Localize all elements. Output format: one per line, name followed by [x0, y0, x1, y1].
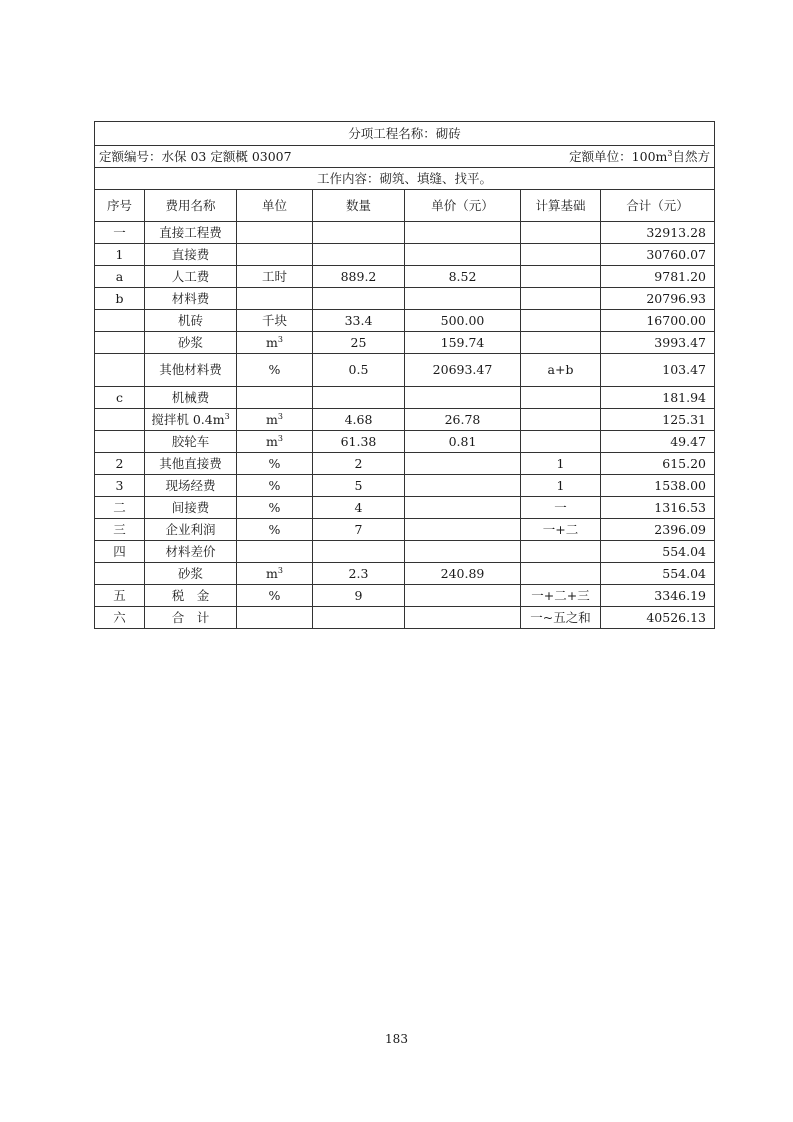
cell-name — [145, 541, 237, 563]
cell-total — [601, 431, 715, 453]
cell-seq-text: 1 — [115, 246, 124, 262]
cell-qty — [313, 607, 405, 629]
cell-base — [521, 387, 601, 409]
table-row — [95, 453, 715, 475]
cell-unit-sup: 3 — [277, 565, 283, 575]
quota-meta-cell — [95, 146, 715, 168]
table-row — [95, 310, 715, 332]
table-row — [95, 354, 715, 387]
cell-qty — [313, 222, 405, 244]
cell-name — [145, 519, 237, 541]
work-content-row — [95, 168, 715, 190]
cell-name-text: 人工费 — [171, 268, 210, 284]
cell-price-text: 500.00 — [440, 312, 485, 328]
cell-total-text: 615.20 — [662, 455, 706, 471]
cell-name-text: 其他材料费 — [159, 362, 222, 377]
title-row — [95, 122, 715, 146]
cell-total-text: 3346.19 — [654, 587, 706, 603]
cell-qty — [313, 266, 405, 288]
quota-unit-sup: 3 — [667, 148, 673, 158]
table-row — [95, 497, 715, 519]
quota-unit-prefix: 定额单位：100m — [569, 148, 668, 164]
cell-total-text: 49.47 — [670, 433, 706, 449]
cell-name — [145, 288, 237, 310]
cell-qty-text: 2 — [354, 455, 363, 471]
cell-total — [601, 475, 715, 497]
table-row — [95, 387, 715, 409]
cell-base-text: 一+二+三 — [531, 587, 590, 603]
cell-qty-text: 4 — [354, 499, 363, 515]
cell-name-text: 机砖 — [177, 312, 203, 328]
cell-seq-text: 三 — [113, 521, 126, 537]
cell-name-text: 直接工程费 — [159, 224, 222, 240]
cell-total — [601, 497, 715, 519]
cell-qty-text: 33.4 — [344, 312, 373, 328]
cell-unit-text: 工时 — [261, 268, 287, 284]
cell-price — [405, 453, 521, 475]
cell-base — [521, 222, 601, 244]
table-title: 分项工程名称：砌砖 — [95, 122, 715, 146]
cell-price — [405, 519, 521, 541]
cell-name-text: 企业利润 — [165, 521, 216, 537]
cell-qty — [313, 310, 405, 332]
cell-unit — [237, 409, 313, 431]
cell-seq — [95, 453, 145, 475]
header-name: 费用名称 — [145, 190, 237, 222]
cell-qty-text: 889.2 — [340, 268, 377, 284]
cell-price — [405, 475, 521, 497]
cell-total-text: 181.94 — [662, 389, 706, 405]
cell-unit-text: m — [266, 334, 278, 350]
cell-name — [145, 266, 237, 288]
page-number: 183 — [385, 1032, 408, 1046]
cell-base — [521, 266, 601, 288]
cell-seq — [95, 387, 145, 409]
cell-unit — [237, 497, 313, 519]
cell-unit-text: 千块 — [261, 312, 287, 328]
cell-price — [405, 310, 521, 332]
cell-base — [521, 453, 601, 475]
quota-meta-row — [95, 146, 715, 168]
cell-name — [145, 563, 237, 585]
cell-qty — [313, 541, 405, 563]
cell-name — [145, 332, 237, 354]
cell-unit — [237, 310, 313, 332]
cell-price-text: 20693.47 — [432, 362, 493, 377]
cell-qty — [313, 475, 405, 497]
cell-base-text: a+b — [547, 362, 574, 377]
cell-qty-text: 25 — [350, 334, 367, 350]
cell-seq — [95, 244, 145, 266]
cell-total — [601, 541, 715, 563]
table-row — [95, 409, 715, 431]
quota-unit-suffix: 自然方 — [672, 148, 710, 164]
cell-total-text: 554.04 — [662, 543, 706, 559]
cell-name — [145, 585, 237, 607]
cell-total-text: 30760.07 — [646, 246, 706, 262]
cell-unit-text: m — [266, 411, 278, 427]
table-row — [95, 519, 715, 541]
cell-unit — [237, 563, 313, 585]
cell-total — [601, 222, 715, 244]
cell-total-text: 554.04 — [662, 565, 706, 581]
cell-total — [601, 310, 715, 332]
cell-price — [405, 497, 521, 519]
cell-qty — [313, 519, 405, 541]
cell-base-text: 一 — [554, 499, 567, 515]
cell-name-text: 现场经费 — [165, 477, 216, 493]
cell-price — [405, 607, 521, 629]
cell-base — [521, 607, 601, 629]
table-row — [95, 607, 715, 629]
cell-seq — [95, 222, 145, 244]
cell-price-text: 240.89 — [440, 565, 485, 581]
cell-seq-text: c — [115, 389, 123, 405]
cell-base-text: 1 — [556, 477, 565, 493]
cell-total-text: 125.31 — [662, 411, 706, 427]
cell-name-text: 其他直接费 — [159, 455, 222, 471]
cell-price — [405, 354, 521, 387]
cell-name — [145, 475, 237, 497]
cell-seq-text: 六 — [113, 609, 126, 625]
cell-qty-text: 61.38 — [340, 433, 377, 449]
cell-name — [145, 497, 237, 519]
cell-seq-text: 四 — [113, 543, 126, 559]
quota-number: 定额编号：水保 03 定额概 03007 — [99, 148, 292, 164]
cell-total-text: 1538.00 — [654, 477, 706, 493]
cell-qty — [313, 563, 405, 585]
cell-total — [601, 409, 715, 431]
cell-base — [521, 409, 601, 431]
cell-seq-text: 五 — [113, 587, 126, 603]
table-row — [95, 431, 715, 453]
cell-seq — [95, 310, 145, 332]
cell-seq — [95, 497, 145, 519]
cell-name-text: 搅拌机 0.4m — [151, 411, 225, 427]
table-row — [95, 563, 715, 585]
cell-name-text: 合 计 — [171, 609, 210, 625]
cell-unit — [237, 387, 313, 409]
cell-seq — [95, 475, 145, 497]
cell-total — [601, 563, 715, 585]
cell-seq — [95, 585, 145, 607]
table-row — [95, 332, 715, 354]
cell-name — [145, 431, 237, 453]
cell-unit — [237, 541, 313, 563]
cell-unit-sup: 3 — [277, 334, 283, 344]
cell-base — [521, 585, 601, 607]
cell-unit-text: % — [268, 587, 281, 603]
cell-seq — [95, 332, 145, 354]
cell-qty — [313, 354, 405, 387]
cell-qty — [313, 387, 405, 409]
cell-unit-text: % — [268, 455, 281, 471]
cell-seq — [95, 607, 145, 629]
cell-unit — [237, 431, 313, 453]
cell-base — [521, 332, 601, 354]
cell-seq — [95, 288, 145, 310]
cell-seq-text: 2 — [115, 455, 124, 471]
cell-seq — [95, 431, 145, 453]
cell-base — [521, 310, 601, 332]
cell-total-text: 3993.47 — [654, 334, 706, 350]
cell-total-text: 103.47 — [662, 362, 706, 377]
quota-unit — [569, 147, 710, 167]
header-price: 单价（元） — [405, 190, 521, 222]
cell-base — [521, 288, 601, 310]
cell-total — [601, 585, 715, 607]
cell-total — [601, 607, 715, 629]
cell-unit — [237, 519, 313, 541]
cell-price-text: 26.78 — [444, 411, 481, 427]
table-row — [95, 585, 715, 607]
cell-price — [405, 387, 521, 409]
cell-base — [521, 519, 601, 541]
cell-base-text: 一~五之和 — [530, 609, 591, 625]
cell-seq — [95, 266, 145, 288]
cell-name — [145, 354, 237, 387]
cell-unit — [237, 607, 313, 629]
cell-unit — [237, 475, 313, 497]
cell-name-text: 砂浆 — [177, 565, 203, 581]
quota-table — [94, 121, 715, 629]
cell-base — [521, 541, 601, 563]
cell-seq — [95, 354, 145, 387]
cell-name-text: 材料差价 — [165, 543, 216, 559]
header-total: 合计（元） — [601, 190, 715, 222]
cell-total — [601, 266, 715, 288]
cell-name-text: 材料费 — [171, 290, 210, 306]
header-row — [95, 190, 715, 222]
cell-price — [405, 585, 521, 607]
cell-base — [521, 244, 601, 266]
cell-qty — [313, 409, 405, 431]
cell-base — [521, 431, 601, 453]
cell-qty — [313, 332, 405, 354]
cell-unit-text: % — [268, 499, 281, 515]
cell-seq-text: 二 — [113, 499, 126, 515]
cell-unit — [237, 354, 313, 387]
cell-seq — [95, 409, 145, 431]
cell-unit-sup: 3 — [277, 411, 283, 421]
cell-unit-text: m — [266, 433, 278, 449]
cell-total — [601, 453, 715, 475]
cell-base-text: 1 — [556, 455, 565, 471]
cell-name-text: 间接费 — [171, 499, 210, 515]
work-content: 工作内容：砌筑、填缝、找平。 — [95, 168, 715, 190]
cell-unit-text: % — [268, 362, 281, 377]
cell-seq — [95, 519, 145, 541]
cell-unit — [237, 453, 313, 475]
cell-total — [601, 244, 715, 266]
cell-total-text: 9781.20 — [654, 268, 706, 284]
cell-total — [601, 519, 715, 541]
cell-qty — [313, 431, 405, 453]
cell-name-text: 机械费 — [171, 389, 210, 405]
cell-total-text: 32913.28 — [646, 224, 706, 240]
cell-seq-text: 3 — [115, 477, 124, 493]
table-row — [95, 288, 715, 310]
cell-qty — [313, 585, 405, 607]
header-base: 计算基础 — [521, 190, 601, 222]
cell-base — [521, 354, 601, 387]
cell-qty — [313, 497, 405, 519]
cell-price-text: 8.52 — [448, 268, 477, 284]
cell-total — [601, 387, 715, 409]
cell-seq — [95, 541, 145, 563]
cell-total — [601, 288, 715, 310]
header-qty: 数量 — [313, 190, 405, 222]
cell-name — [145, 453, 237, 475]
table-row — [95, 541, 715, 563]
cell-name-text: 直接费 — [171, 246, 210, 262]
cell-price — [405, 541, 521, 563]
cell-base — [521, 563, 601, 585]
cell-price-text: 159.74 — [440, 334, 485, 350]
cell-qty-text: 2.3 — [348, 565, 369, 581]
cell-price — [405, 563, 521, 585]
table-row — [95, 222, 715, 244]
cell-unit — [237, 585, 313, 607]
cell-price — [405, 266, 521, 288]
cell-qty-text: 0.5 — [348, 362, 369, 377]
cell-total-text: 2396.09 — [654, 521, 706, 537]
cell-name — [145, 387, 237, 409]
cell-base — [521, 497, 601, 519]
table-row — [95, 475, 715, 497]
cell-unit — [237, 332, 313, 354]
cell-base — [521, 475, 601, 497]
cell-qty-text: 5 — [354, 477, 363, 493]
cell-price — [405, 332, 521, 354]
cell-qty — [313, 244, 405, 266]
cell-total-text: 1316.53 — [654, 499, 706, 515]
cell-unit-text: % — [268, 521, 281, 537]
cell-total-text: 16700.00 — [646, 312, 706, 328]
cell-seq-text: 一 — [113, 224, 126, 240]
cell-unit — [237, 266, 313, 288]
header-unit: 单位 — [237, 190, 313, 222]
cell-name-text: 税 金 — [171, 587, 210, 603]
cell-unit-text: m — [266, 565, 278, 581]
cell-seq-text: b — [115, 290, 124, 306]
cell-name-text: 胶轮车 — [171, 433, 210, 449]
cell-name — [145, 409, 237, 431]
cell-price — [405, 244, 521, 266]
table-row — [95, 244, 715, 266]
cell-unit-text: % — [268, 477, 281, 493]
cell-price — [405, 288, 521, 310]
cell-unit — [237, 222, 313, 244]
cell-name — [145, 244, 237, 266]
cell-qty-text: 4.68 — [344, 411, 373, 427]
cell-base-text: 一+二 — [542, 521, 579, 537]
cell-qty-text: 7 — [354, 521, 363, 537]
cell-qty-text: 9 — [354, 587, 363, 603]
table-row — [95, 266, 715, 288]
cell-total — [601, 354, 715, 387]
header-seq: 序号 — [95, 190, 145, 222]
cell-qty — [313, 453, 405, 475]
cell-unit-sup: 3 — [277, 433, 283, 443]
cell-name — [145, 607, 237, 629]
cell-unit — [237, 244, 313, 266]
cell-qty — [313, 288, 405, 310]
cell-seq-text: a — [115, 268, 124, 284]
cell-price-text: 0.81 — [448, 433, 477, 449]
cell-price — [405, 431, 521, 453]
cell-name-sup: 3 — [224, 411, 230, 421]
cell-name — [145, 222, 237, 244]
cell-name-text: 砂浆 — [177, 334, 203, 350]
cell-unit — [237, 288, 313, 310]
cell-total — [601, 332, 715, 354]
cell-seq — [95, 563, 145, 585]
cell-name — [145, 310, 237, 332]
cell-total-text: 20796.93 — [646, 290, 706, 306]
cell-price — [405, 409, 521, 431]
cell-total-text: 40526.13 — [646, 609, 706, 625]
cell-price — [405, 222, 521, 244]
